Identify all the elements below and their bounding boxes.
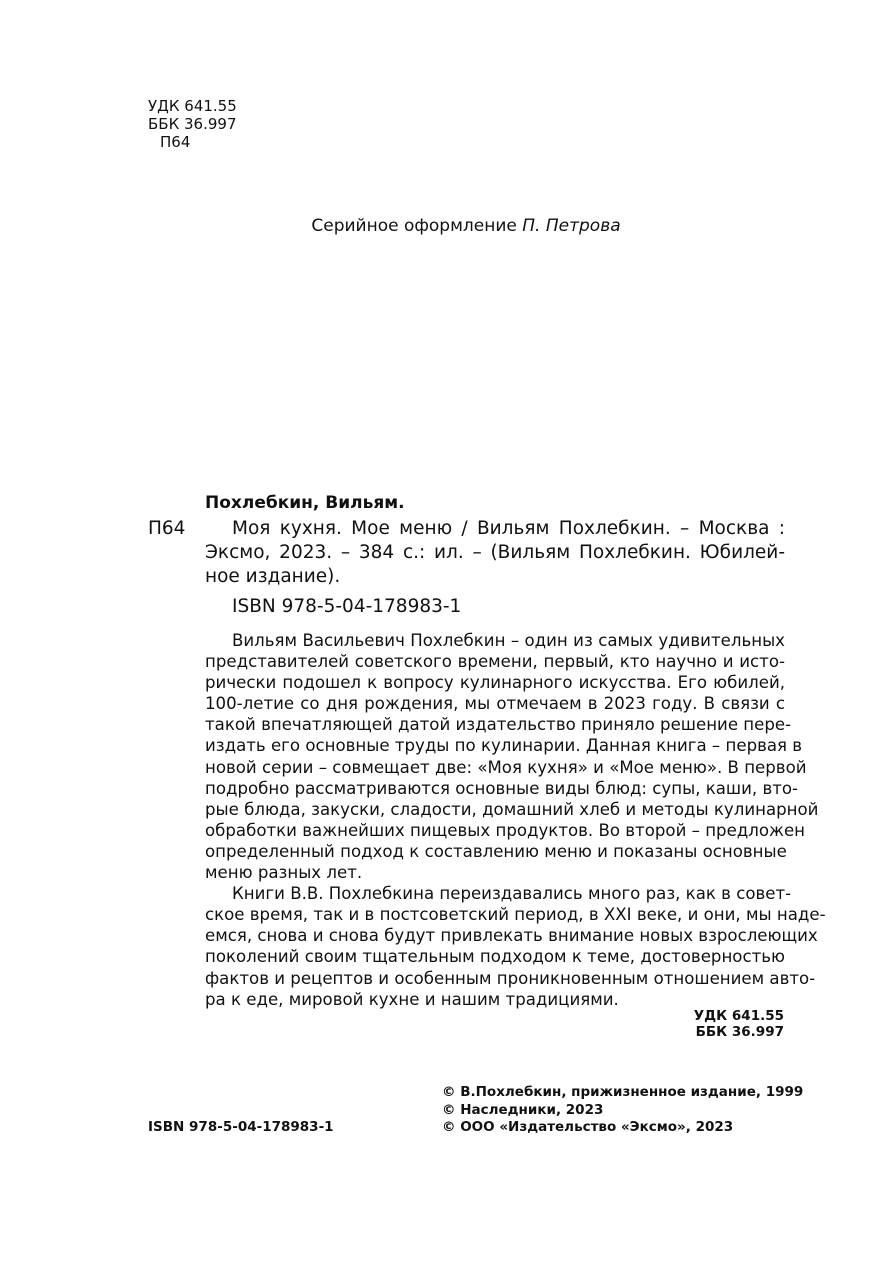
annotation-line: рые блюда, закуски, сладости, домашний хлеб и методы кулинарной xyxy=(205,799,819,819)
annotation-line: меню разных лет. xyxy=(205,863,363,883)
annotation-line: Книги В.В. Похлебкина переиздавались много раз, как в совет- xyxy=(232,884,792,904)
annotation-line: 100-летие со дня рождения, мы отмечаем в 2023 году. В связи с xyxy=(205,694,785,714)
classification-codes xyxy=(148,97,237,151)
annotation-line: такой впечатляющей датой издательство приняло решение пере- xyxy=(205,715,792,735)
annotation xyxy=(205,630,826,1010)
annotation-line: новой серии – совмещает две: «Моя кухня» и «Мое меню». В первой xyxy=(205,757,807,777)
annotation-line: рически подошел к вопросу кулинарного искусства. Его юбилей, xyxy=(205,673,785,693)
udk-code: УДК 641.55 xyxy=(148,97,237,115)
bottom-classification-codes xyxy=(694,1008,784,1040)
copyright-line: © ООО «Издательство «Эксмо», 2023 xyxy=(442,1119,734,1135)
catalog-author-mark: П64 xyxy=(148,518,186,539)
copyright-block xyxy=(442,1084,803,1137)
catalog-line: Эксмо, 2023. – 384 с.: ил. – (Вильям Похлебкин. Юбилей- xyxy=(205,542,785,563)
design-label: Серийное оформление xyxy=(311,216,517,236)
annotation-line: определенный подход к составлению меню и показаны основные xyxy=(205,841,787,861)
annotation-line: поколений своим тщательным подходом к теме, достоверностью xyxy=(205,947,785,967)
annotation-line: подробно рассматриваются основные виды блюд: супы, каши, вто- xyxy=(205,778,799,798)
annotation-line: издать его основные труды по кулинарии. Данная книга – первая в xyxy=(205,736,803,756)
bottom-isbn: ISBN 978-5-04-178983-1 xyxy=(148,1119,334,1135)
annotation-line: Вильям Васильевич Похлебкин – один из самых удивительных xyxy=(232,631,785,650)
bbk-code: ББК 36.997 xyxy=(695,1024,784,1040)
series-design-credit xyxy=(0,216,886,236)
designer-name: П. Петрова xyxy=(522,216,621,236)
copyright-line: © Наследники, 2023 xyxy=(442,1101,604,1118)
catalog-entry xyxy=(205,517,785,589)
annotation-line: представителей советского времени, первый, кто научно и исто- xyxy=(205,652,785,672)
annotation-line: ра к еде, мировой кухне и нашим традициями. xyxy=(205,989,619,1009)
catalog-line: ное издание). xyxy=(205,566,341,587)
annotation-line: обработки важнейших пищевых продуктов. Во второй – предложен xyxy=(205,820,806,840)
annotation-line: ское время, так и в постсоветский период, в XXI веке, и они, мы наде- xyxy=(205,905,826,925)
copyright-line: © В.Похлебкин, прижизненное издание, 1999 xyxy=(442,1084,804,1100)
author-mark: П64 xyxy=(160,133,191,151)
annotation-line: емся, снова и снова будут привлекать внимание новых взрослеющих xyxy=(205,926,818,946)
catalog-author: Похлебкин, Вильям. xyxy=(205,493,405,513)
annotation-line: фактов и рецептов и особенным проникновенным отношением авто- xyxy=(205,968,816,988)
udk-code: УДК 641.55 xyxy=(693,1008,784,1024)
catalog-isbn: ISBN 978-5-04-178983-1 xyxy=(232,596,462,617)
catalog-line: Моя кухня. Мое меню / Вильям Похлебкин. – Москва : xyxy=(232,518,785,539)
bbk-code: ББК 36.997 xyxy=(148,115,237,133)
